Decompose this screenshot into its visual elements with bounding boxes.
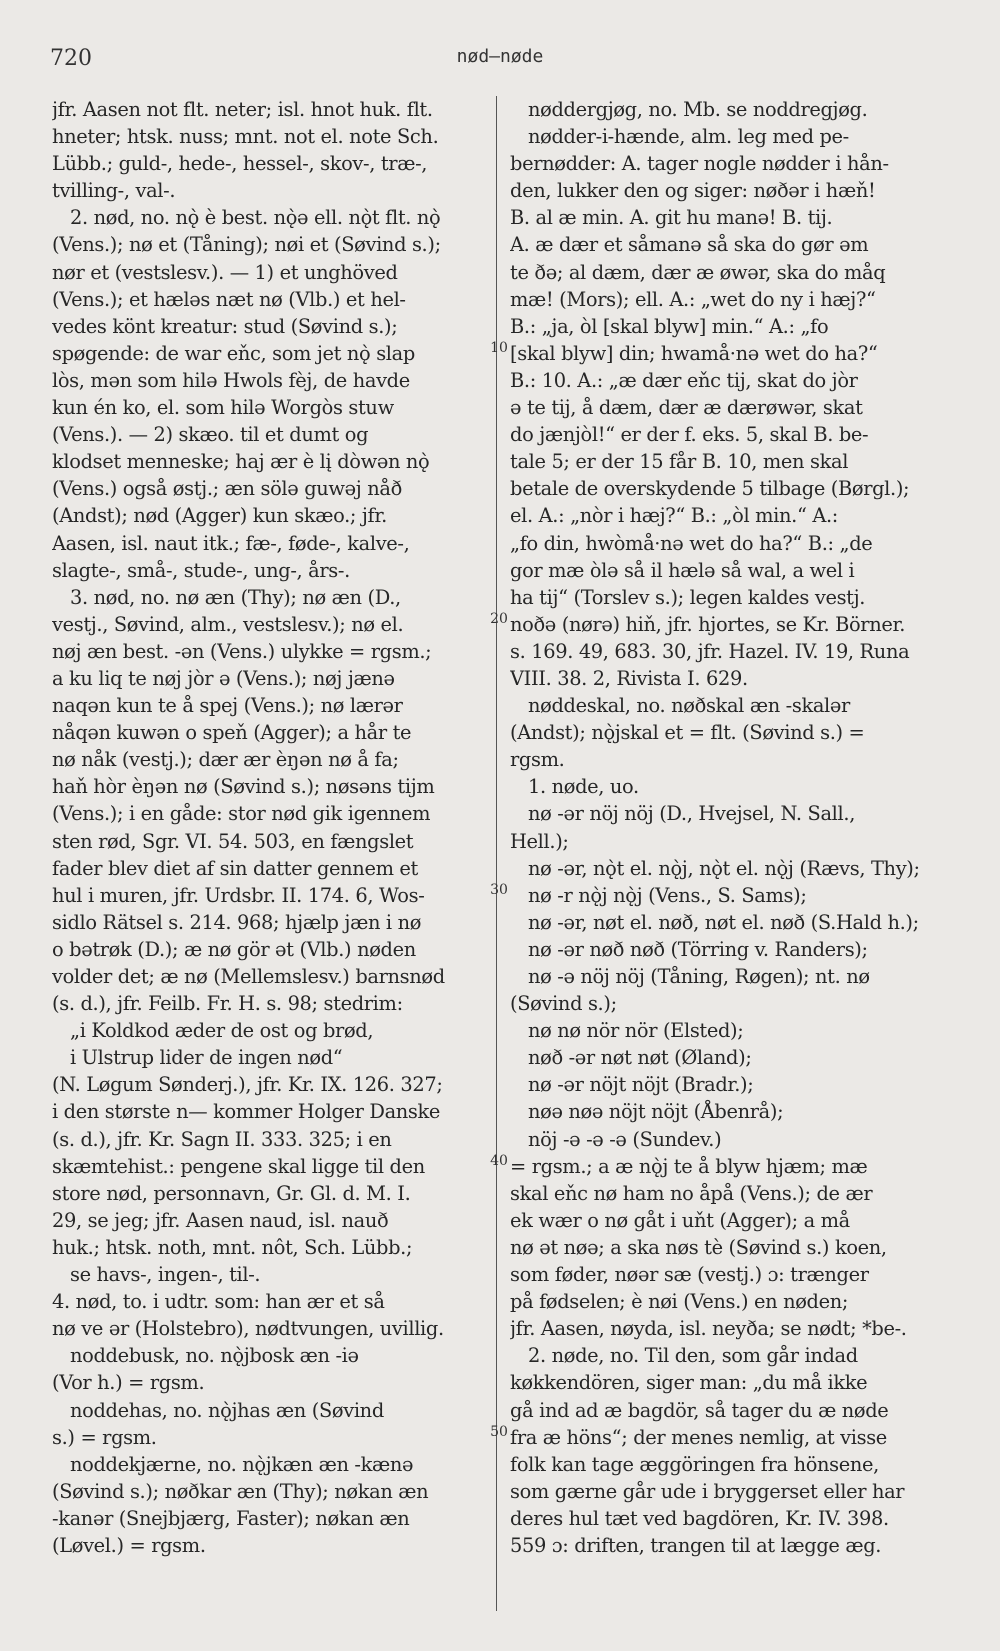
text-line: store nød, personnavn, Gr. Gl. d. M. I.: [52, 1181, 411, 1205]
text-line: s.) = rgsm.: [52, 1425, 157, 1449]
text-line: (Søvind s.); nøðkar æn (Thy); nøkan æn: [52, 1479, 429, 1503]
text-line: ek wær o nø gåt i uňt (Agger); a må: [510, 1208, 850, 1232]
text-line: hul i muren, jfr. Urdsbr. II. 174. 6, Wos-: [52, 883, 425, 907]
text-line: el. A.: „nòr i hæj?“ B.: „òl min.“ A.:: [510, 504, 838, 528]
text-line: (Vens.); nø et (Tåning); nøi et (Søvind s.);: [52, 233, 441, 257]
text-line: nør et (vestslesv.). — 1) et unghöved: [52, 260, 398, 284]
text-line: = rgsm.; a æ nǫ̀j te å blyw hjæm; mæ: [510, 1154, 868, 1178]
text-line: B. al æ min. A. git hu manə! B. tij.: [510, 206, 833, 230]
text-line: som føder, nøər sæ (vestj.) ɔ: trænger: [510, 1263, 869, 1287]
text-line: folk kan tage æggöringen fra hönsene,: [510, 1452, 879, 1476]
text-line: (N. Løgum Sønderj.), jfr. Kr. IX. 126. 327;: [52, 1073, 443, 1097]
running-head: nød—nøde: [456, 46, 544, 67]
text-line: deres hul tæt ved bagdören, Kr. IV. 398.: [510, 1506, 889, 1530]
text-line: fader blev diet af sin datter gennem et: [52, 856, 418, 880]
text-line: (Vens.); et hæləs næt nø (Vlb.) et hel-: [52, 287, 406, 311]
text-line: spøgende: de war eňc, som jet nǫ̀ slap: [52, 341, 415, 365]
text-line: huk.; htsk. noth, mnt. nôt, Sch. Lübb.;: [52, 1235, 413, 1259]
text-line: noðə (nørə) hiň, jfr. hjortes, se Kr. Börner.: [510, 612, 906, 636]
text-line: 2. nød, no. nǫ̀ è best. nǫ̀ə ell. nǫ̀t flt. nǫ̀: [70, 206, 441, 230]
text-line: nøj æn best. -ən (Vens.) ulykke = rgsm.;: [52, 639, 432, 663]
text-line: (Andst); nød (Agger) kun skæo.; jfr.: [52, 504, 387, 528]
text-line: o bətrøk (D.); æ nø gör ət (Vlb.) nøden: [52, 937, 416, 961]
text-line: gor mæ òlə så il hælə så wal, a wel i: [510, 558, 855, 582]
text-line: i Ulstrup lider de ingen nød“: [70, 1046, 343, 1070]
text-line: te ðə; al dæm, dær æ øwər, ska do måq: [510, 260, 886, 284]
text-line: rgsm.: [510, 748, 565, 772]
text-line: -kanər (Snejbjærg, Faster); nøkan æn: [52, 1506, 410, 1530]
text-line: skal eňc nø ham no åpå (Vens.); de ær: [510, 1181, 873, 1205]
text-line: se havs-, ingen-, til-.: [70, 1263, 261, 1287]
text-line: noddehas, no. nǫ̀jhas æn (Søvind: [70, 1398, 384, 1422]
text-line: vedes könt kreatur: stud (Søvind s.);: [52, 314, 398, 338]
text-line: fra æ höns“; der menes nemlig, at visse: [510, 1425, 887, 1449]
text-line: vestj., Søvind, alm., vestslesv.); nø el.: [52, 612, 404, 636]
text-line: „fo din, hwòmå·nə wet do ha?“ B.: „de: [510, 531, 873, 555]
text-line: nø -ər nøð nøð (Törring v. Randers);: [528, 937, 868, 961]
text-line: nøð -ər nøt nøt (Øland);: [528, 1046, 752, 1070]
text-line: på fødselen; è nøi (Vens.) en nøden;: [510, 1290, 849, 1314]
text-line: 1. nøde, uo.: [528, 775, 639, 799]
line-number-20: 20: [490, 611, 508, 627]
text-line: (Andst); nǫ̀jskal et = flt. (Søvind s.) =: [510, 721, 865, 745]
text-line: nøddeskal, no. nøðskal æn -skalər: [528, 694, 850, 718]
text-line: nåqən kuwən o speň (Agger); a hår te: [52, 721, 412, 745]
text-line: hneter; htsk. nuss; mnt. not el. note Sch.: [52, 125, 439, 149]
text-line: ha tij“ (Torslev s.); legen kaldes vestj.: [510, 585, 866, 609]
text-line: tale 5; er der 15 får B. 10, men skal: [510, 450, 849, 474]
text-line: nø -ə nöj nöj (Tåning, Røgen); nt. nø: [528, 965, 870, 988]
text-line: den, lukker den og siger: nøðər i hæň!: [510, 179, 876, 203]
left-column: [52, 96, 490, 1626]
text-line: sten rød, Sgr. VI. 54. 503, en fængslet: [52, 829, 414, 853]
text-line: 3. nød, no. nø æn (Thy); nø æn (D.,: [70, 585, 401, 609]
text-line: i den største n— kommer Holger Danske: [52, 1100, 441, 1124]
text-line: 559 ɔ: driften, trangen til at lægge æg.: [510, 1533, 882, 1557]
text-line: tvilling-, val-.: [52, 179, 176, 203]
line-number-40: 40: [490, 1153, 508, 1169]
text-line: lòs, mən som hilə Hwols fèj, de havde: [52, 368, 410, 392]
text-line: klodset menneske; haj ær è lį dòwən nǫ̀: [52, 450, 430, 474]
text-line: (s. d.), jfr. Feilb. Fr. H. s. 98; stedrim:: [52, 992, 403, 1016]
text-line: nø -r nǫ̀j nǫ̀j (Vens., S. Sams);: [528, 883, 807, 907]
text-line: nø ət nøə; a ska nøs tè (Søvind s.) koen,: [510, 1235, 887, 1259]
text-line: nø -ər nöj nöj (D., Hvejsel, N. Sall.,: [528, 802, 856, 826]
text-line: (s. d.), jfr. Kr. Sagn II. 333. 325; i en: [52, 1127, 392, 1151]
text-line: nøddergjøg, no. Mb. se noddregjøg.: [528, 98, 868, 121]
text-line: bernødder: A. tager nogle nødder i hån-: [510, 152, 889, 176]
text-line: mæ! (Mors); ell. A.: „wet do ny i hæj?“: [510, 287, 876, 311]
text-line: nöj -ə -ə -ə (Sundev.): [528, 1127, 722, 1151]
text-line: (Vor h.) = rgsm.: [52, 1371, 205, 1395]
text-line: A. æ dær et såmanə så ska do gør əm: [510, 233, 869, 257]
text-line: nødder-i-hænde, alm. leg med pe-: [528, 125, 849, 149]
text-line: nø -ər, nøt el. nøð, nøt el. nøð (S.Hald h.);: [528, 910, 919, 934]
text-line: B.: „ja, òl [skal blyw] min.“ A.: „fo: [510, 314, 829, 338]
text-line: VIII. 38. 2, Rivista I. 629.: [510, 666, 748, 690]
text-line: nø nåk (vestj.); dær ær èŋən nø å fa;: [52, 748, 399, 772]
column-divider: [496, 96, 497, 1611]
text-line: Aasen, isl. naut itk.; fæ-, føde-, kalve-,: [52, 531, 410, 555]
page-header: [50, 46, 950, 76]
text-line: 4. nød, to. i udtr. som: han ær et så: [52, 1290, 385, 1314]
text-line: køkkendören, siger man: „du må ikke: [510, 1371, 868, 1395]
text-line: s. 169. 49, 683. 30, jfr. Hazel. IV. 19, Runa: [510, 639, 910, 663]
line-number-10: 10: [490, 340, 508, 356]
text-line: kun én ko, el. som hilə Worgòs stuw: [52, 396, 394, 420]
text-line: jfr. Aasen not flt. neter; isl. hnot huk. flt.: [52, 98, 433, 121]
text-line: 2. nøde, no. Til den, som går indad: [528, 1344, 858, 1368]
text-line: betale de overskydende 5 tilbage (Børgl.);: [510, 477, 910, 501]
text-line: 29, se jeg; jfr. Aasen naud, isl. nauð: [52, 1208, 389, 1232]
text-line: volder det; æ nø (Mellemslesv.) barnsnød: [52, 965, 445, 988]
text-line: nø nø nör nör (Elsted);: [528, 1019, 744, 1043]
text-line: gå ind ad æ bagdör, så tager du æ nøde: [510, 1398, 889, 1422]
page-number: 720: [50, 46, 92, 71]
text-line: naqən kun te å spej (Vens.); nø lærər: [52, 694, 403, 718]
text-line: sidlo Rätsel s. 214. 968; hjælp jæn i nø: [52, 910, 422, 934]
text-line: do jænjòl!“ er der f. eks. 5, skal B. be-: [510, 423, 869, 447]
text-line: nøə nøə nöjt nöjt (Åbenrå);: [528, 1100, 784, 1124]
text-line: a ku liq te nøj jòr ə (Vens.); nøj jænə: [52, 666, 395, 690]
text-line: nø -ər nöjt nöjt (Bradr.);: [528, 1073, 754, 1097]
text-line: „i Koldkod æder de ost og brød,: [70, 1019, 374, 1043]
text-line: (Søvind s.);: [510, 992, 617, 1016]
line-number-50: 50: [490, 1424, 508, 1440]
text-line: som gærne går ude i bryggerset eller har: [510, 1479, 905, 1503]
text-line: Lübb.; guld-, hede-, hessel-, skov-, træ-,: [52, 152, 428, 176]
text-line: jfr. Aasen, nøyda, isl. neyða; se nødt; *be-.: [510, 1317, 907, 1341]
line-number-30: 30: [490, 882, 508, 898]
text-line: (Vens.). — 2) skæo. til et dumt og: [52, 423, 369, 447]
right-column: [510, 96, 950, 1626]
text-line: noddebusk, no. nǫ̀jbosk æn -iə: [70, 1344, 359, 1368]
text-line: slagte-, små-, stude-, ung-, års-.: [52, 558, 350, 582]
text-line: nø ve ər (Holstebro), nødtvungen, uvillig.: [52, 1317, 444, 1341]
text-line: skæmtehist.: pengene skal ligge til den: [52, 1154, 425, 1178]
text-line: haň hòr èŋən nø (Søvind s.); nøsəns tijm: [52, 775, 435, 799]
text-line: Hell.);: [510, 829, 569, 853]
text-line: B.: 10. A.: „æ dær eňc tij, skat do jòr: [510, 368, 858, 392]
text-line: (Løvel.) = rgsm.: [52, 1533, 206, 1557]
text-line: ə te tij, å dæm, dær æ dærøwər, skat: [510, 396, 863, 420]
text-line: noddekjærne, no. nǫ̀jkæn æn -kænə: [70, 1452, 414, 1476]
text-line: [skal blyw] din; hwamå·nə wet do ha?“: [510, 341, 878, 365]
text-line: (Vens.); i en gåde: stor nød gik igennem: [52, 802, 431, 826]
text-line: (Vens.) også østj.; æn sölə guwəj nåð: [52, 477, 402, 501]
text-line: nø -ər, nǫ̀t el. nǫ̀j, nǫ̀t el. nǫ̀j (Rævs, Thy);: [528, 856, 920, 880]
